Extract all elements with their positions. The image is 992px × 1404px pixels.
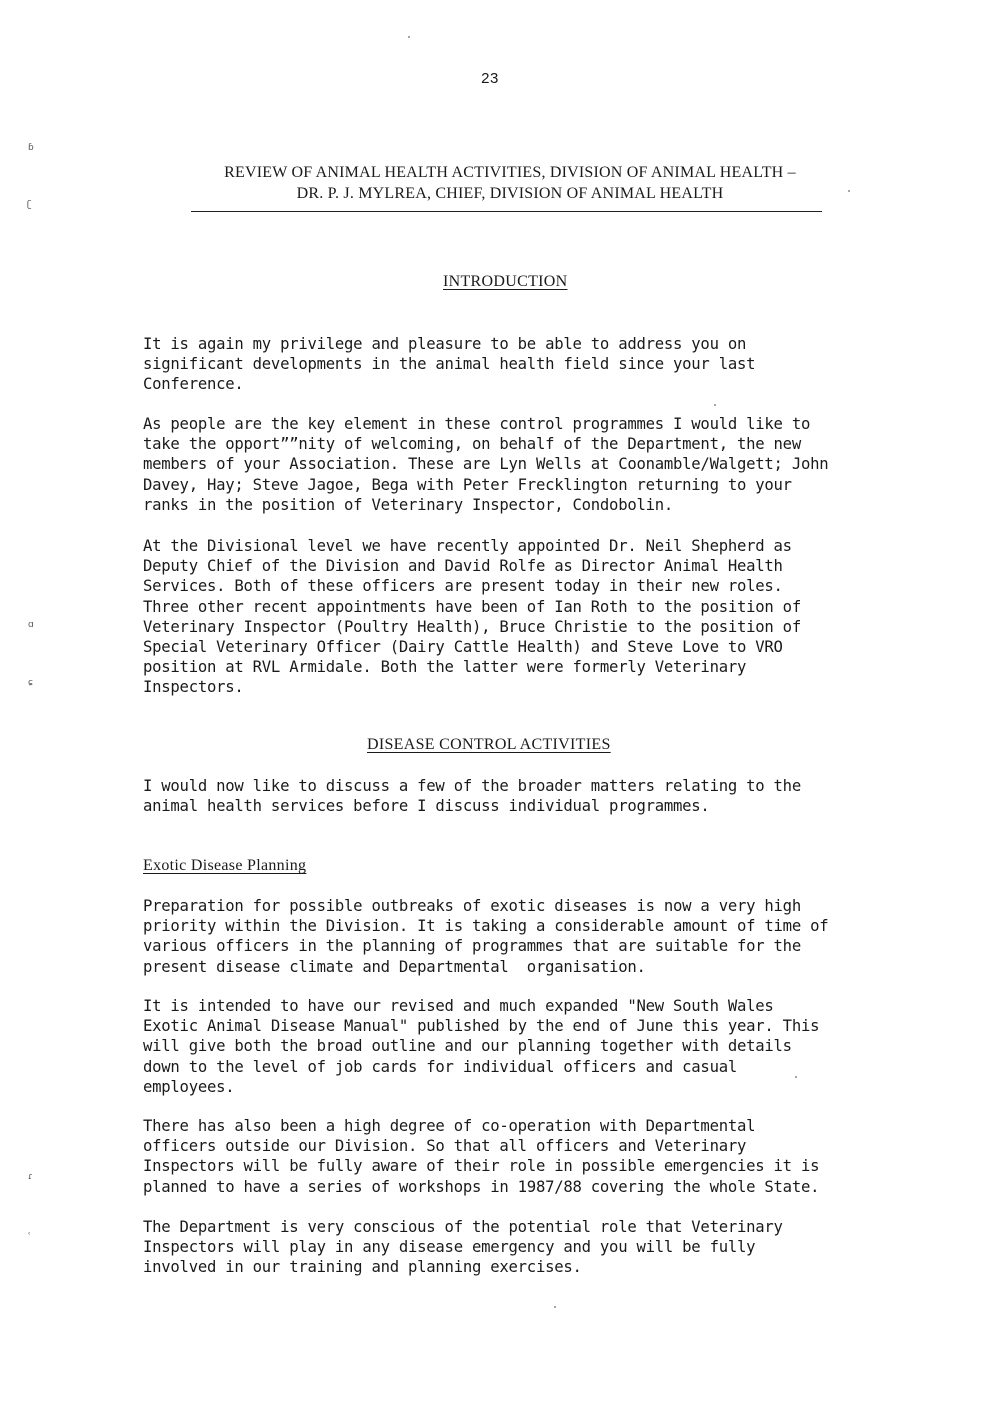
heading-disease-control: DISEASE CONTROL ACTIVITIES: [367, 736, 611, 753]
scan-speck: ɑ: [28, 620, 34, 630]
title-underline: [191, 211, 822, 212]
paragraph-exotic-3: There has also been a high degree of co-operation with Departmental officers outside our Division. So that all officers and Veterinary Inspectors will be fully aware of their role in possible emergencies it is planned to have a series of workshops in 1987/88 covering the whole State.: [143, 1117, 820, 1196]
paragraph-intro-3: At the Divisional level we have recently appointed Dr. Neil Shepherd as Deputy Chief of the Division and David Rolfe as Director Animal Health Services. Both of these officers are present today in their new roles. Three other recent appointments have been of Ian Roth to the position of Veterinary Inspector (Poultry Health), Bruce Christie to the position of Special Veterinary Officer (Dairy Cattle Health) and Steve Love to VRO position at RVL Armidale. Both the latter were formerly Veterinary Inspectors.: [143, 537, 801, 697]
scan-speck: ɓ: [28, 143, 34, 153]
scan-speck: ɾ: [28, 1172, 33, 1182]
scan-dot: [714, 404, 716, 406]
scan-speck: ʿ: [28, 1232, 31, 1242]
paragraph-intro-1: It is again my privilege and pleasure to be able to address you on significant developments in the animal health field since your last Conference.: [143, 335, 756, 394]
document-title: [150, 162, 870, 204]
scan-dot: [554, 1306, 556, 1308]
paragraph-intro-2: As people are the key element in these control programmes I would like to take the opport””nity of welcoming, on behalf of the Department, the new members of your Association. These are Lyn Wells at Coonamble/Walgett; John Davey, Hay; Steve Jagoe, Bega with Peter Frecklington returning to your ranks in the position of Veterinary Inspector, Condobolin.: [143, 415, 829, 514]
scan-speck: ɕ: [28, 678, 33, 688]
scan-dot: [848, 190, 850, 192]
heading-exotic-disease-planning: Exotic Disease Planning: [143, 857, 307, 874]
paragraph-disease-control-1: I would now like to discuss a few of the broader matters relating to the animal health services before I discuss individual programmes.: [143, 777, 801, 816]
paragraph-exotic-2: It is intended to have our revised and much expanded "New South Wales Exotic Animal Disease Manual" published by the end of June this year. This will give both the broad outline and our planning together with details down to the level of job cards for individual officers and casual employees.: [143, 997, 820, 1096]
title-line-2: DR. P. J. MYLREA, CHIEF, DIVISION OF ANIMAL HEALTH: [296, 185, 724, 202]
paragraph-exotic-1: Preparation for possible outbreaks of exotic diseases is now a very high priority within the Division. It is taking a considerable amount of time of various officers in the planning of programmes that are suitable for the present disease climate and Departmental organisation.: [143, 897, 829, 976]
title-line-1: REVIEW OF ANIMAL HEALTH ACTIVITIES, DIVISION OF ANIMAL HEALTH –: [224, 164, 796, 181]
scan-speck: ʗ: [27, 200, 32, 210]
scan-dot: [408, 36, 410, 38]
page-number: 23: [481, 70, 499, 87]
heading-introduction: INTRODUCTION: [443, 273, 568, 290]
scan-dot: [795, 1076, 797, 1078]
paragraph-exotic-4: The Department is very conscious of the potential role that Veterinary Inspectors will play in any disease emergency and you will be fully involved in our training and planning exercises.: [143, 1218, 783, 1277]
